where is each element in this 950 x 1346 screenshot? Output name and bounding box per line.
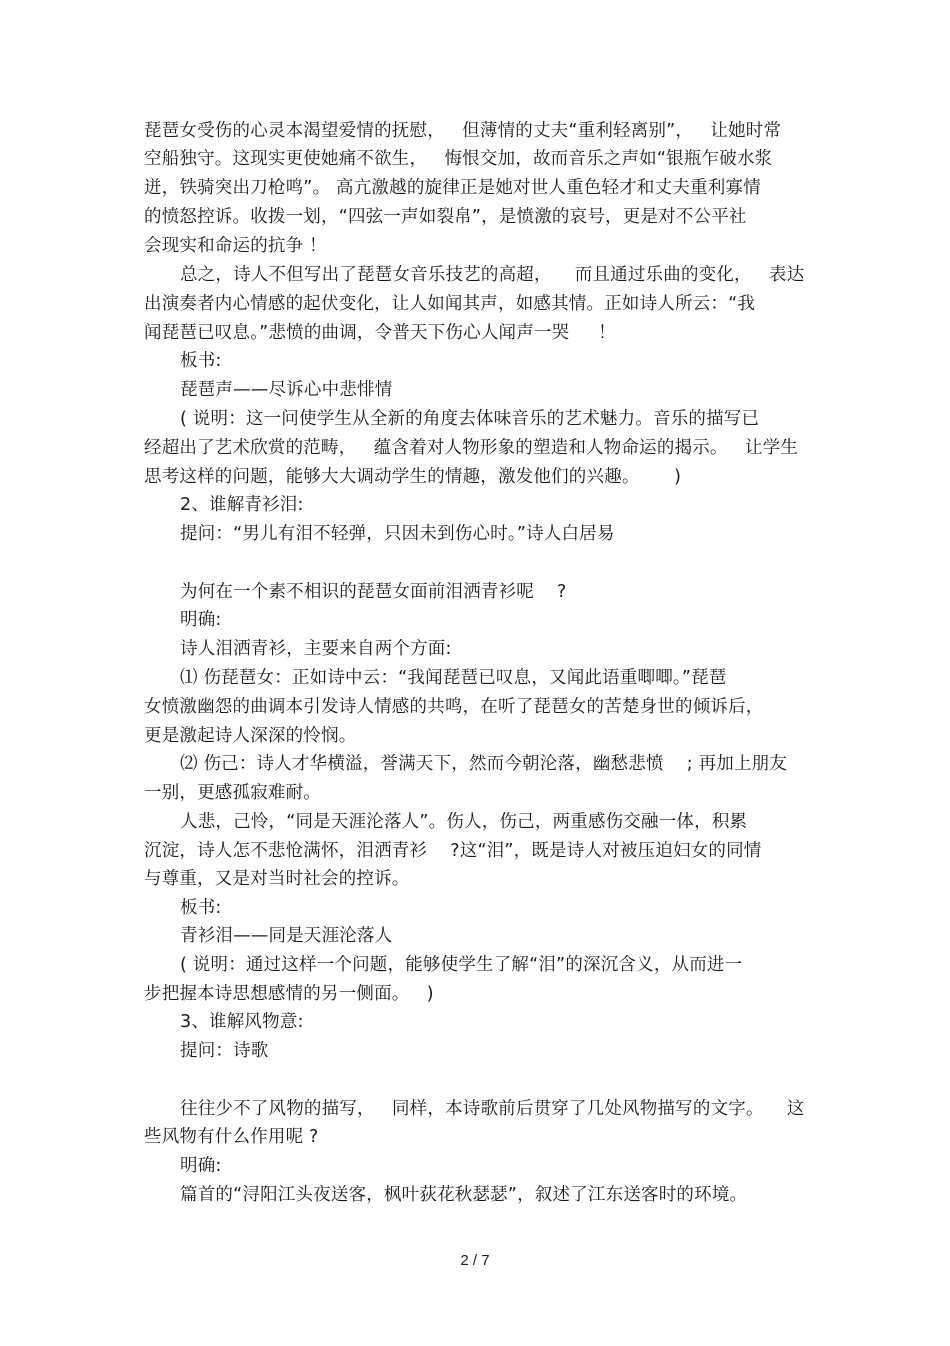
text-line: 些风物有什么作用呢 ?: [144, 1127, 319, 1147]
text-line: ⑵ 伤己：诗人才华横溢，誉满天下，然而今朝沦落，幽愁悲愤 ; 再加上朋友: [180, 754, 788, 774]
text-line: 人悲，己怜，“同是天涯沦落人”。伤人，伤己，两重感伤交融一体，积累: [180, 812, 748, 832]
text-line: 提问：“男儿有泪不轻弹，只因未到伤心时。”诗人白居易: [180, 524, 615, 544]
text-line: ⑴ 伤琵琶女：正如诗中云：“我闻琵琶已叹息，又闻此语重唧唧。”琵琶: [180, 668, 727, 688]
text-line: 会现实和命运的抗争 ！: [144, 236, 327, 256]
text-line: 一别，更感孤寂难耐。: [144, 783, 321, 803]
board-content: 琵琶声——尽诉心中悲悱情: [180, 380, 393, 400]
board-content: 青衫泪——同是天涯沦落人: [180, 926, 393, 946]
page-number: 2 / 7: [460, 1252, 490, 1269]
text-line: 篇首的“浔阳江头夜送客，枫叶荻花秋瑟瑟”，叙述了江东送客时的环境。: [180, 1185, 748, 1205]
text-line: 琵琶女受伤的心灵本渴望爱情的抚慰， 但薄情的丈夫“重利轻离别”， 让她时常: [144, 121, 782, 141]
text-line: 步把握本诗思想感情的另一侧面。 ): [144, 984, 434, 1004]
text-line: 总之，诗人不但写出了琵琶女音乐技艺的高超， 而且通过乐曲的变化， 表达: [180, 265, 805, 285]
section-heading: 2、谁解青衫泪:: [180, 495, 304, 515]
text-line: 空船独守。这现实更使她痛不欲生， 悔恨交加，故而音乐之声如“银瓶乍破水浆: [144, 149, 773, 169]
board-label: 板书:: [180, 898, 222, 918]
text-line: 提问：诗歌: [180, 1041, 269, 1061]
text-line: 明确:: [180, 1156, 222, 1176]
text-line: 更是激起诗人深深的怜悯。: [144, 726, 357, 746]
text-line: 出演奏者内心情感的起伏变化，让人如闻其声，如感其情。正如诗人所云：“我: [144, 294, 756, 314]
board-label: 板书:: [180, 351, 222, 371]
text-line: 迸，铁骑突出刀枪鸣”。 高亢激越的旋律正是她对世人重色轻才和丈夫重利寡情: [144, 178, 761, 198]
text-line: 诗人泪洒青衫，主要来自两个方面:: [180, 639, 452, 659]
text-line: 往往少不了风物的描写， 同样，本诗歌前后贯穿了几处风物描写的文字。 这: [180, 1099, 805, 1119]
section-heading: 3、谁解风物意:: [180, 1012, 304, 1032]
text-line: 与尊重，又是对当时社会的控诉。: [144, 869, 410, 889]
text-line: 明确:: [180, 610, 222, 630]
text-line: 思考这样的问题，能够大大调动学生的情趣，激发他们的兴趣。 ): [144, 467, 682, 487]
text-line: ( 说明：这一问使学生从全新的角度去体味音乐的艺术魅力。音乐的描写已: [180, 409, 760, 429]
text-line: 闻琵琶已叹息。”悲愤的曲调，令普天下伤心人闻声一哭 ！: [144, 323, 616, 343]
text-line: 为何在一个素不相识的琵琶女面前泪洒青衫呢 ?: [180, 582, 567, 602]
text-line: 的愤怒控诉。收拨一划，“四弦一声如裂帛”，是愤激的哀号，更是对不公平社: [144, 207, 747, 227]
text-line: 女愤激幽怨的曲调本引发诗人情感的共鸣，在听了琵琶女的苦楚身世的倾诉后，: [144, 697, 764, 717]
text-line: 沉淀，诗人怎不悲怆满怀，泪洒青衫 ?这“泪”，既是诗人对被压迫妇女的同情: [144, 841, 762, 861]
text-line: 经超出了艺术欣赏的范畴， 蕴含着对人物形象的塑造和人物命运的揭示。 让学生: [144, 438, 799, 458]
text-line: ( 说明：通过这样一个问题，能够使学生了解“泪”的深沉含义，从而进一: [180, 955, 743, 975]
